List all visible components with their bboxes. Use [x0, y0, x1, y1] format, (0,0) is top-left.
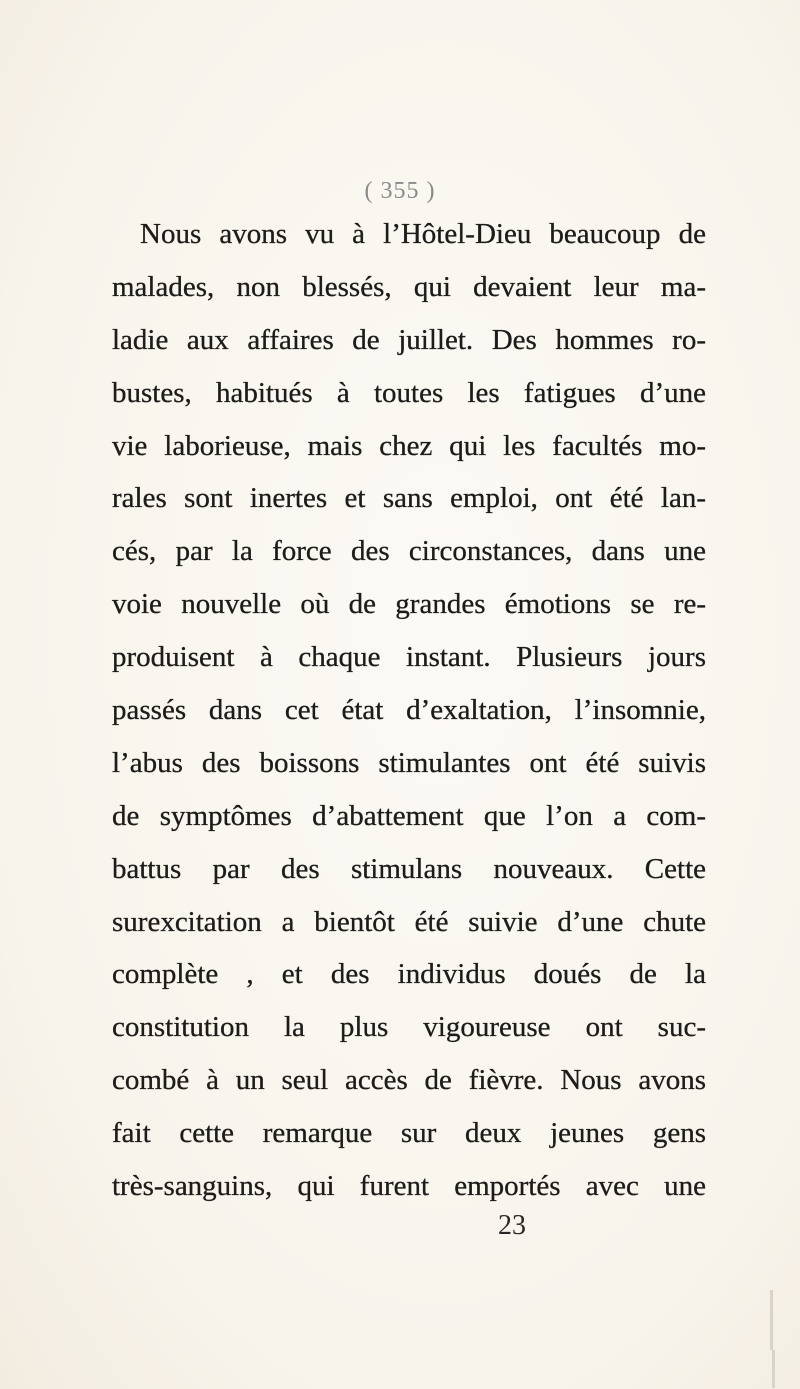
text-line: de symptômes d’abattement que l’on a com- — [112, 799, 706, 832]
text-line: très-sanguins, qui furent emportés avec une — [112, 1170, 706, 1203]
text-line: vie laborieuse, mais chez qui les facultés mo- — [112, 429, 706, 462]
text-line: produisent à chaque instant. Plusieurs jours — [112, 641, 706, 674]
signature-mark: 23 — [498, 1210, 526, 1241]
text-line: ladie aux affaires de juillet. Des hommes ro- — [112, 323, 706, 356]
text-line: passés dans cet état d’exaltation, l’insomnie, — [112, 694, 706, 727]
page-edge-shadow — [770, 1290, 773, 1350]
page-edge-shadow — [772, 1350, 775, 1388]
text-line: fait cette remarque sur deux jeunes gens — [112, 1117, 706, 1150]
text-line: bustes, habitués à toutes les fatigues d’une — [112, 376, 706, 409]
text-line: l’abus des boissons stimulantes ont été suivis — [112, 746, 706, 779]
text-line: cés, par la force des circonstances, dans une — [112, 535, 706, 568]
text-line: voie nouvelle où de grandes émotions se re- — [112, 588, 706, 621]
text-line: malades, non blessés, qui devaient leur ma- — [112, 270, 706, 303]
text-line: complète , et des individus doués de la — [112, 958, 706, 991]
page-number: ( 355 ) — [364, 178, 436, 204]
text-line: battus par des stimulans nouveaux. Cette — [112, 852, 706, 885]
text-line: constitution la plus vigoureuse ont suc- — [112, 1011, 706, 1044]
text-line: rales sont inertes et sans emploi, ont été lan- — [112, 482, 706, 515]
text-line: Nous avons vu à l’Hôtel-Dieu beaucoup de — [140, 218, 706, 250]
body-text — [112, 208, 706, 1213]
text-line: combé à un seul accès de fièvre. Nous avons — [112, 1064, 706, 1097]
text-line: surexcitation a bientôt été suivie d’une chute — [112, 905, 706, 938]
